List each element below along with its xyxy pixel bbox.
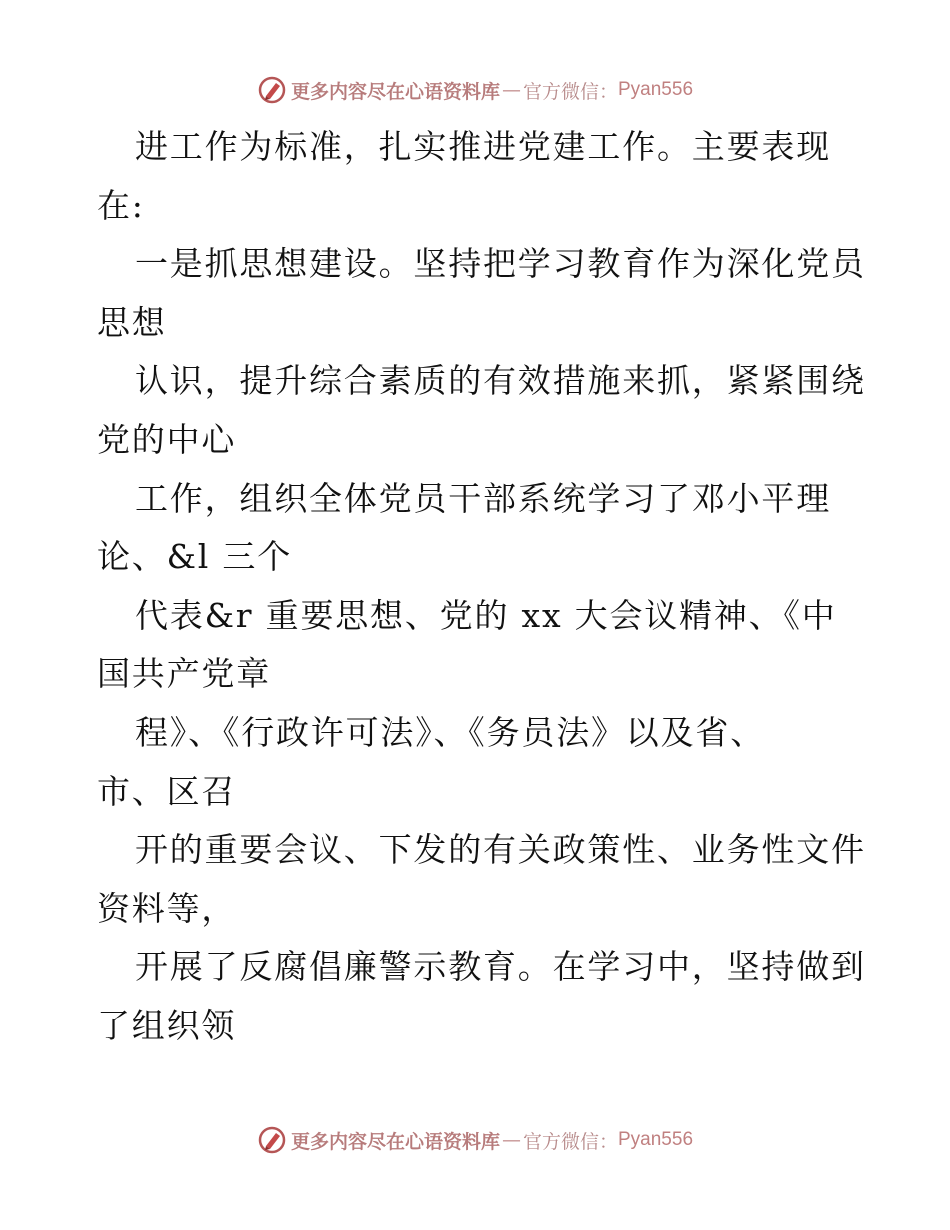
body-line: 工作，组织全体党员干部系统学习了邓小平理: [135, 478, 831, 518]
watermark-label: 官方微信：: [522, 80, 618, 103]
body-line: 进工作为标准，扎实推进党建工作。主要表现: [135, 127, 831, 166]
footer-watermark: [0, 1120, 950, 1160]
watermark-text: 更多内容尽在心语资料库: [290, 80, 500, 103]
watermark-id: Pyan556: [618, 79, 694, 100]
body-line: 认识，提升综合素质的有效措施来抓，紧紧围绕: [135, 361, 866, 401]
body-line: 在:: [97, 185, 145, 225]
watermark-dash: —: [501, 79, 521, 101]
body-line: 了组织领: [97, 1005, 237, 1045]
body-line: 开展了反腐倡廉警示教育。在学习中，坚持做到: [135, 947, 866, 987]
body-line: 代表&r 重要思想、党的 xx 大会议精神、《中: [135, 595, 837, 635]
header-watermark: [0, 70, 950, 110]
pen-nib-logo-icon: [257, 75, 287, 105]
body-line: 资料等，: [97, 888, 237, 928]
pen-nib-logo-icon: [257, 1125, 287, 1155]
watermark-id: Pyan556: [618, 1129, 694, 1150]
body-line: 论、&l 三个: [97, 537, 293, 577]
watermark-text: 更多内容尽在心语资料库: [290, 1130, 500, 1153]
body-line: 党的中心: [97, 419, 237, 459]
body-line: 程》、《行政许可法》、《务员法》以及省、: [135, 712, 765, 752]
body-line: 开的重要会议、下发的有关政策性、业务性文件: [135, 830, 866, 870]
watermark-dash: —: [501, 1129, 521, 1151]
body-line: 市、区召: [97, 771, 237, 811]
body-line: 一是抓思想建设。坚持把学习教育作为深化党员: [135, 244, 866, 284]
body-line: 思想: [97, 302, 167, 342]
document-body: [97, 118, 877, 1056]
watermark-label: 官方微信：: [522, 1130, 618, 1153]
body-line: 国共产党章: [97, 654, 271, 694]
